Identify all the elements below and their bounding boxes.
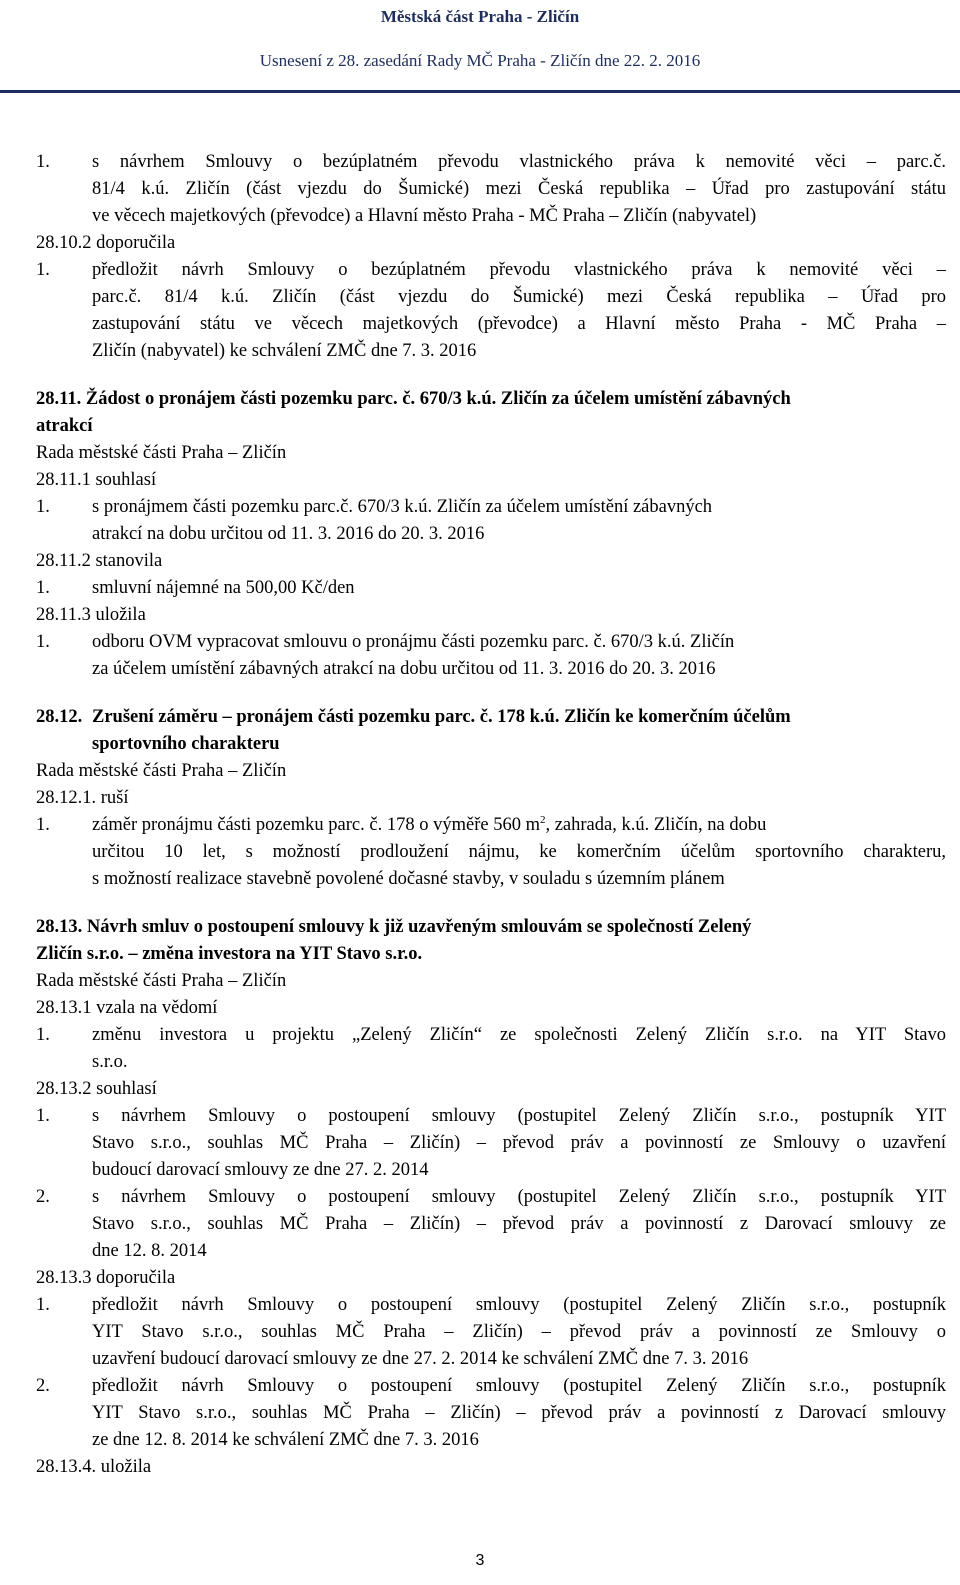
item-number: 1. <box>36 152 50 172</box>
resolution-text: ve věcech majetkových (převodce) a Hlavní město Praha - MČ Praha – Zličín (nabyvatel) <box>92 206 757 226</box>
resolution-text: záměr pronájmu části pozemku parc. č. 178 o výměře 560 $m^2$, zahrada, k.ú. Zličín, na dobu <box>92 813 767 835</box>
item-number: 1. <box>36 632 50 652</box>
resolution-text: Stavo s.r.o., souhlas MČ Praha – Zličín) – převod práv a povinností z Darovací smlouvy ze <box>92 1214 946 1234</box>
council-name: Rada městské části Praha – Zličín <box>36 443 287 463</box>
page-number: 3 <box>475 1552 485 1569</box>
item-number: 1. <box>36 1106 50 1126</box>
section-number: 28.12. <box>36 707 83 727</box>
section-title: 28.13. Návrh smluv o postoupení smlouvy k již uzavřeným smlouvám se společností Zelený <box>36 917 752 937</box>
resolution-text: s návrhem Smlouvy o postoupení smlouvy (postupitel Zelený Zličín s.r.o., postupník YIT <box>92 1187 946 1207</box>
item-number: 1. <box>36 497 50 517</box>
resolution-text: s.r.o. <box>92 1052 128 1072</box>
resolution-text: určitou 10 let, s možností prodloužení nájmu, ke komerčním účelům sportovního charakteru, <box>92 842 946 862</box>
resolution-text: ze dne 12. 8. 2014 ke schválení ZMČ dne 7. 3. 2016 <box>92 1430 479 1450</box>
resolution-text: atrakcí na dobu určitou od 11. 3. 2016 do 20. 3. 2016 <box>92 524 485 544</box>
resolution-text: s možností realizace stavebně povolené dočasné stavby, v souladu s územním plánem <box>92 869 725 889</box>
resolution-text: uzavření budoucí darovací smlouvy ze dne 27. 2. 2014 ke schválení ZMČ dne 7. 3. 2016 <box>92 1349 749 1369</box>
resolution-text: změnu investora u projektu „Zelený Zličín“ ze společnosti Zelený Zličín s.r.o. na YIT Stavo <box>92 1025 946 1045</box>
item-number: 1. <box>36 815 50 835</box>
subsection-heading: 28.11.1 souhlasí <box>36 470 157 490</box>
section-title: 28.11. Žádost o pronájem části pozemku parc. č. 670/3 k.ú. Zličín za účelem umístění zábavných <box>36 389 791 409</box>
resolution-text: Zličín (nabyvatel) ke schválení ZMČ dne 7. 3. 2016 <box>92 341 477 361</box>
resolution-text: parc.č. 81/4 k.ú. Zličín (část vjezdu do Šumické) mezi Česká republika – Úřad pro <box>92 287 946 307</box>
subsection-heading: 28.10.2 doporučila <box>36 233 176 253</box>
resolution-text: s pronájmem části pozemku parc.č. 670/3 k.ú. Zličín za účelem umístění zábavných <box>92 497 713 517</box>
item-number: 1. <box>36 578 50 598</box>
resolution-text: s návrhem Smlouvy o postoupení smlouvy (postupitel Zelený Zličín s.r.o., postupník YIT <box>92 1106 946 1126</box>
section-title: Zrušení záměru – pronájem části pozemku parc. č. 178 k.ú. Zličín ke komerčním účelům <box>92 707 791 727</box>
subsection-heading: 28.13.4. uložila <box>36 1457 152 1477</box>
resolution-text: předložit návrh Smlouvy o postoupení smlouvy (postupitel Zelený Zličín s.r.o., postupník <box>92 1376 946 1396</box>
subsection-heading: 28.13.1 vzala na vědomí <box>36 998 218 1018</box>
council-name: Rada městské části Praha – Zličín <box>36 761 287 781</box>
subsection-heading: 28.12.1. ruší <box>36 788 129 808</box>
resolution-text: 81/4 k.ú. Zličín (část vjezdu do Šumické) mezi Česká republika – Úřad pro zastupování státu <box>92 179 946 199</box>
subsection-heading: 28.13.3 doporučila <box>36 1268 176 1288</box>
section-title: atrakcí <box>36 416 93 436</box>
subsection-heading: 28.13.2 souhlasí <box>36 1079 157 1099</box>
resolution-text: s návrhem Smlouvy o bezúplatném převodu vlastnického práva k nemovité věci – parc.č. <box>92 152 946 172</box>
resolution-text: zastupování státu ve věcech majetkových (převodce) a Hlavní město Praha - MČ Praha – <box>92 314 946 334</box>
section-title: sportovního charakteru <box>92 734 280 754</box>
resolution-text: YIT Stavo s.r.o., souhlas MČ Praha – Zličín) – převod práv a povinností ze Smlouvy o <box>92 1322 946 1342</box>
resolution-text: za účelem umístění zábavných atrakcí na dobu určitou od 11. 3. 2016 do 20. 3. 2016 <box>92 659 716 679</box>
resolution-text: dne 12. 8. 2014 <box>92 1241 207 1261</box>
item-number: 1. <box>36 1025 50 1045</box>
resolution-text: smluvní nájemné na 500,00 Kč/den <box>92 578 355 598</box>
resolution-text: předložit návrh Smlouvy o bezúplatném převodu vlastnického práva k nemovité věci – <box>92 260 946 280</box>
council-name: Rada městské části Praha – Zličín <box>36 971 287 991</box>
resolution-text: budoucí darovací smlouvy ze dne 27. 2. 2014 <box>92 1160 429 1180</box>
resolution-text: YIT Stavo s.r.o., souhlas MČ Praha – Zličín) – převod práv a povinností z Darovací smlouvy <box>92 1403 946 1423</box>
subsection-heading: 28.11.3 uložila <box>36 605 146 625</box>
section-title: Zličín s.r.o. – změna investora na YIT Stavo s.r.o. <box>36 944 423 964</box>
resolution-text: předložit návrh Smlouvy o postoupení smlouvy (postupitel Zelený Zličín s.r.o., postupník <box>92 1295 946 1315</box>
item-number: 2. <box>36 1376 50 1396</box>
item-number: 2. <box>36 1187 50 1207</box>
header-divider <box>0 90 960 93</box>
document-session-title: Usnesení z 28. zasedání Rady MČ Praha - Zličín dne 22. 2. 2016 <box>259 51 701 70</box>
item-number: 1. <box>36 260 50 280</box>
resolution-text: odboru OVM vypracovat smlouvu o pronájmu části pozemku parc. č. 670/3 k.ú. Zličín <box>92 632 735 652</box>
document-org-title: Městská část Praha - Zličín <box>380 7 580 26</box>
subsection-heading: 28.11.2 stanovila <box>36 551 163 571</box>
item-number: 1. <box>36 1295 50 1315</box>
resolution-text: Stavo s.r.o., souhlas MČ Praha – Zličín) – převod práv a povinností ze Smlouvy o uzavření <box>92 1133 946 1153</box>
